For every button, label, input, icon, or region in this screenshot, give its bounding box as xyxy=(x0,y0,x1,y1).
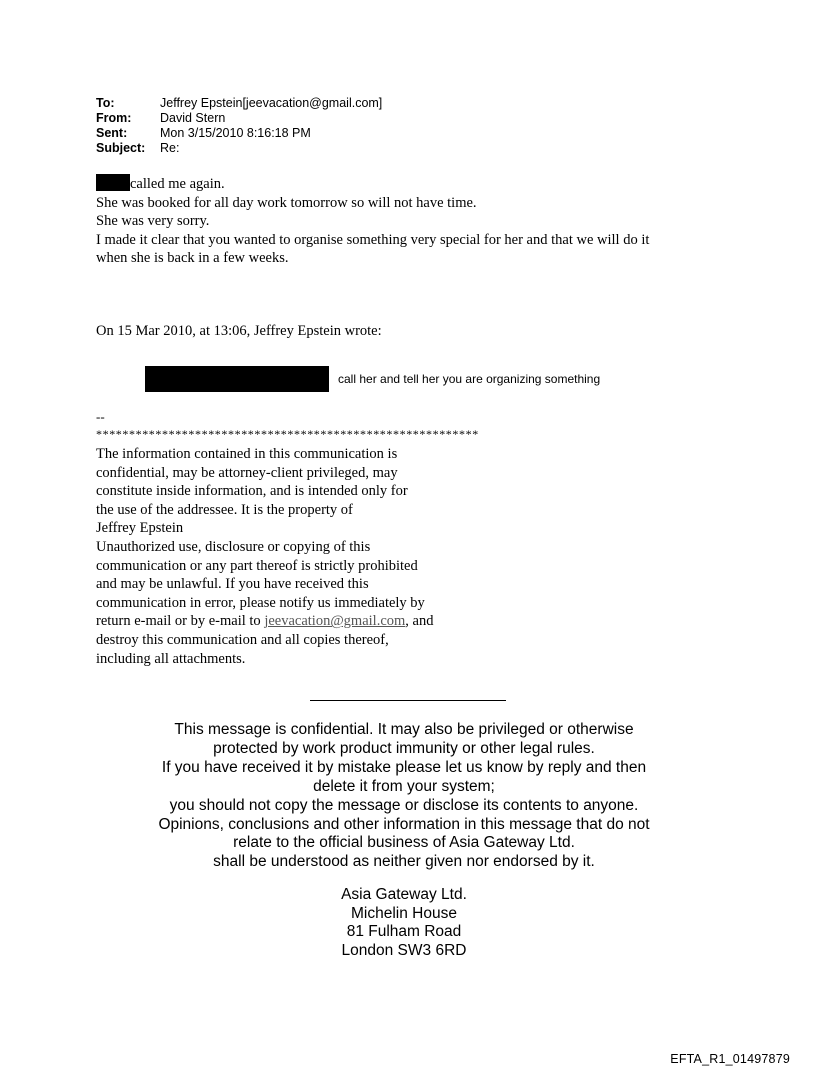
redaction-box xyxy=(96,174,130,191)
from-label: From: xyxy=(96,111,132,125)
footer-line: delete it from your system; xyxy=(313,777,495,795)
quoted-text: call her and tell her you are organizing something xyxy=(338,372,601,386)
subject-label: Subject: xyxy=(96,141,146,155)
disclaimer-line: communication or any part thereof is strictly prohibited xyxy=(96,557,418,574)
signature-stars: ********************************************************** xyxy=(96,427,479,441)
footer-line: This message is confidential. It may also be privileged or otherwise xyxy=(174,721,634,738)
disclaimer-line: Jeffrey Epstein xyxy=(96,520,184,537)
disclaimer-line: The information contained in this communication is xyxy=(96,446,398,462)
footer-line: you should not copy the message or disclose its contents to anyone. xyxy=(169,796,639,814)
quote-intro: On 15 Mar 2010, at 13:06, Jeffrey Epstein wrote: xyxy=(96,323,382,339)
email-body xyxy=(96,174,756,268)
disclaimer-text: , and xyxy=(405,613,434,630)
quoted-message xyxy=(145,366,600,392)
disclaimer-line: constitute inside information, and is intended only for xyxy=(96,483,408,500)
legal-footer xyxy=(104,721,704,872)
redaction-box xyxy=(145,366,329,392)
body-line-3: She was very sorry. xyxy=(96,213,210,229)
company-address xyxy=(254,886,554,961)
subject-value: Re: xyxy=(160,141,180,155)
disclaimer-line: and may be unlawful. If you have received this xyxy=(96,576,369,593)
body-line-5: when she is back in a few weeks. xyxy=(96,250,289,266)
to-row xyxy=(96,96,382,111)
email-link[interactable]: jeevacation@gmail.com xyxy=(264,613,406,630)
body-line-1: called me again. xyxy=(130,176,225,192)
from-value: David Stern xyxy=(160,111,226,125)
body-line xyxy=(96,174,756,194)
disclaimer-line: the use of the addressee. It is the property of xyxy=(96,501,353,518)
body-line-4: I made it clear that you wanted to organise something very special for her and that we will do it xyxy=(96,231,650,248)
disclaimer-line: including all attachments. xyxy=(96,650,246,667)
document-id: EFTA_R1_01497879 xyxy=(670,1052,790,1066)
sent-value: Mon 3/15/2010 8:16:18 PM xyxy=(160,126,311,140)
footer-line: relate to the official business of Asia Gateway Ltd. xyxy=(233,834,575,852)
disclaimer-line: destroy this communication and all copies thereof, xyxy=(96,631,389,648)
disclaimer-line: communication in error, please notify us immediately by xyxy=(96,594,425,611)
sent-label: Sent: xyxy=(96,126,128,140)
disclaimer-text: return e-mail or by e-mail to xyxy=(96,613,265,630)
address-line: 81 Fulham Road xyxy=(346,923,462,941)
email-header xyxy=(96,96,382,156)
address-line: Asia Gateway Ltd. xyxy=(341,886,467,903)
footer-line: protected by work product immunity or other legal rules. xyxy=(213,739,595,757)
confidentiality-disclaimer xyxy=(96,445,516,668)
from-row xyxy=(96,111,382,126)
subject-row xyxy=(96,141,382,156)
footer-line: If you have received it by mistake please let us know by reply and then xyxy=(161,758,647,776)
to-label: To: xyxy=(96,96,115,110)
body-line-2: She was booked for all day work tomorrow so will not have time. xyxy=(96,194,477,211)
disclaimer-line xyxy=(96,612,516,631)
disclaimer-line: Unauthorized use, disclosure or copying of this xyxy=(96,538,371,555)
address-line: London SW3 6RD xyxy=(341,942,467,960)
sent-row xyxy=(96,126,382,141)
disclaimer-line: confidential, may be attorney-client privileged, may xyxy=(96,464,398,481)
address-line: Michelin House xyxy=(351,904,457,922)
signature-dashes: -- xyxy=(96,409,105,424)
footer-line: Opinions, conclusions and other information in this message that do not xyxy=(158,815,650,833)
divider-line xyxy=(310,700,506,701)
footer-line: shall be understood as neither given nor endorsed by it. xyxy=(213,853,595,871)
to-value: Jeffrey Epstein[jeevacation@gmail.com] xyxy=(160,96,383,110)
